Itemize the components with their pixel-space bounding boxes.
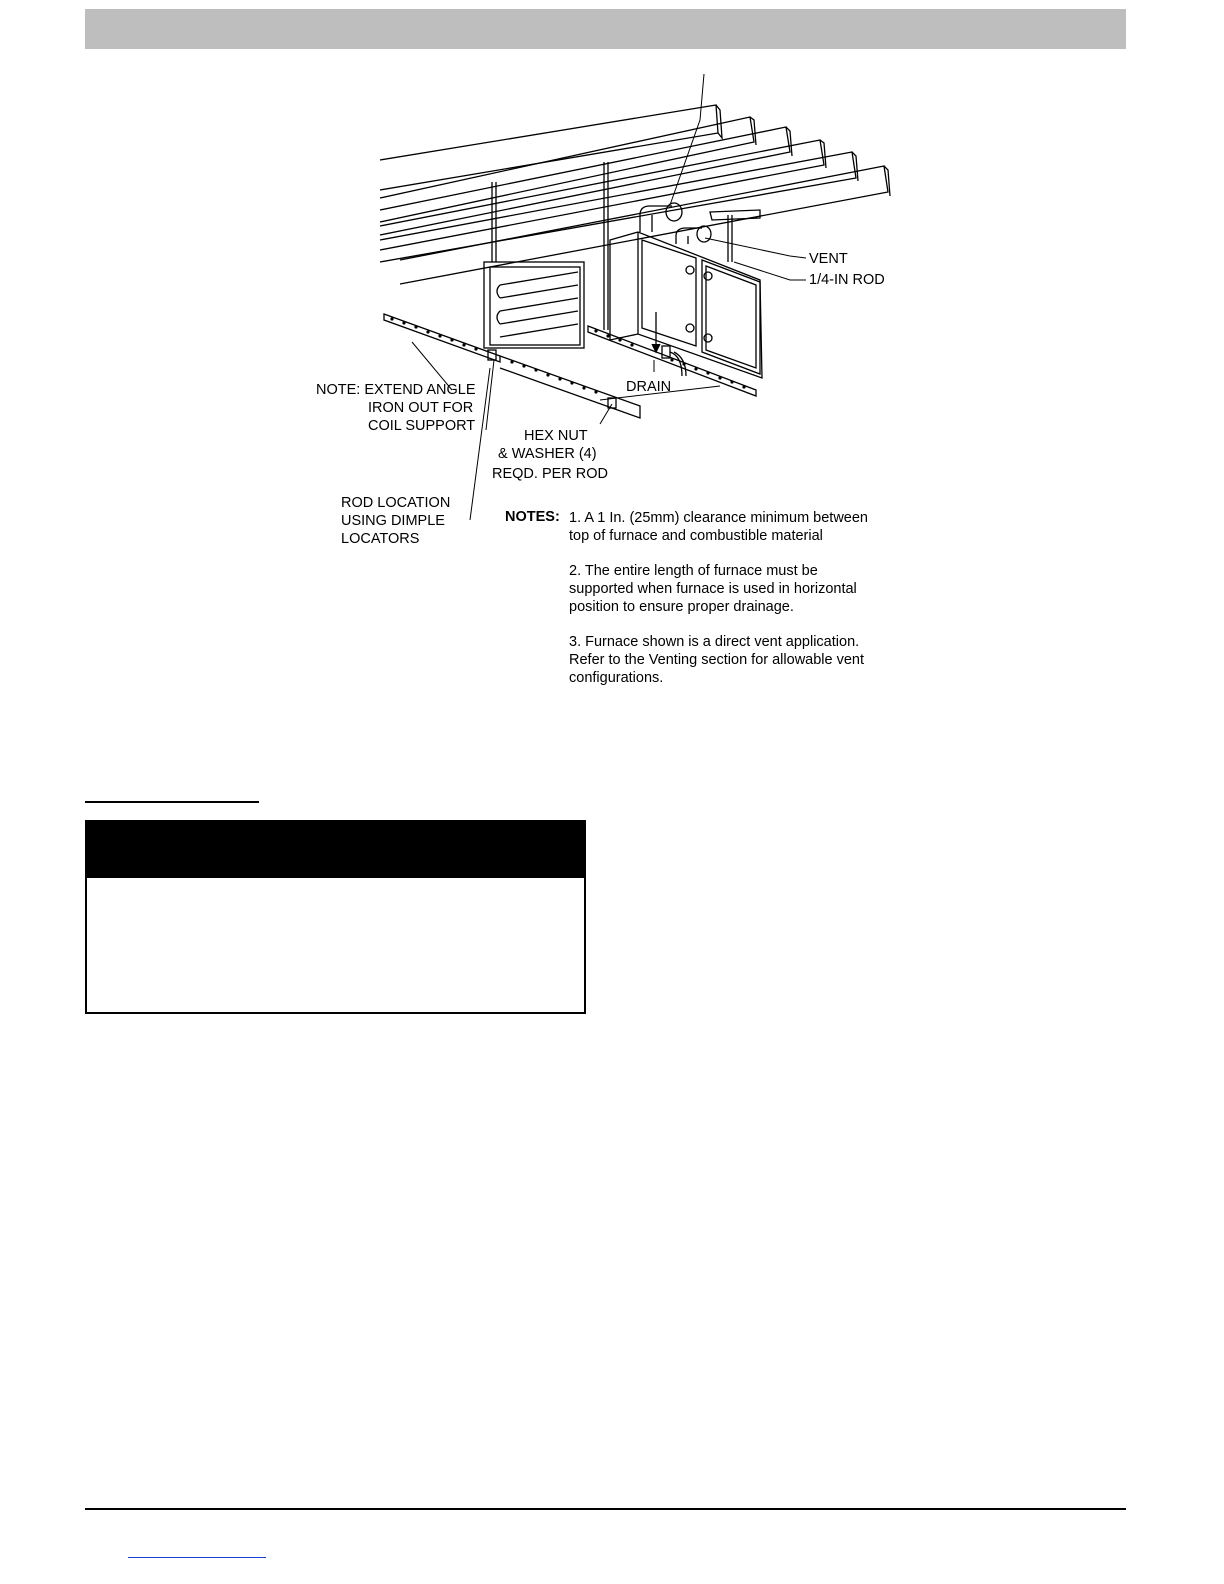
hex-nut-line2: & WASHER (4) [498, 446, 597, 462]
footer-rule [85, 1508, 1126, 1510]
warning-header [87, 822, 584, 878]
footer-link-underline[interactable] [128, 1557, 266, 1558]
note-extend-line3: COIL SUPPORT [368, 418, 476, 434]
note-2: 2. The entire length of furnace must be supported when furnace is used in horizontal position to ensure proper drainage. [569, 563, 857, 615]
note-3: 3. Furnace shown is a direct vent application. Refer to the Venting section for allowable vent configurations. [569, 634, 865, 686]
section-heading-rule [85, 801, 259, 803]
rod-label: 1/4-IN ROD [809, 272, 885, 288]
note-1: 1. A 1 In. (25mm) clearance minimum between top of furnace and combustible material [569, 510, 868, 544]
angle-iron-right [588, 326, 756, 396]
leader-lines [412, 74, 806, 520]
rod-location-line2: USING DIMPLE [341, 513, 445, 529]
coil-cabinet [484, 262, 584, 348]
furnace-cabinet [610, 232, 762, 378]
vent-label: VENT [809, 251, 848, 267]
hex-nut-line3: REQD. PER ROD [492, 466, 609, 482]
note-extend-line2: IRON OUT FOR [368, 400, 474, 416]
note-extend-line1: NOTE: EXTEND ANGLE [316, 382, 476, 398]
vent-pipes [640, 203, 760, 244]
notes-heading: NOTES: [505, 509, 560, 525]
rod-location-line3: LOCATORS [341, 531, 420, 547]
warning-box [85, 820, 586, 1014]
rod-location-line1: ROD LOCATION [341, 495, 451, 511]
hex-nut-line1: HEX NUT [524, 428, 588, 444]
drain-label: DRAIN [626, 379, 672, 395]
